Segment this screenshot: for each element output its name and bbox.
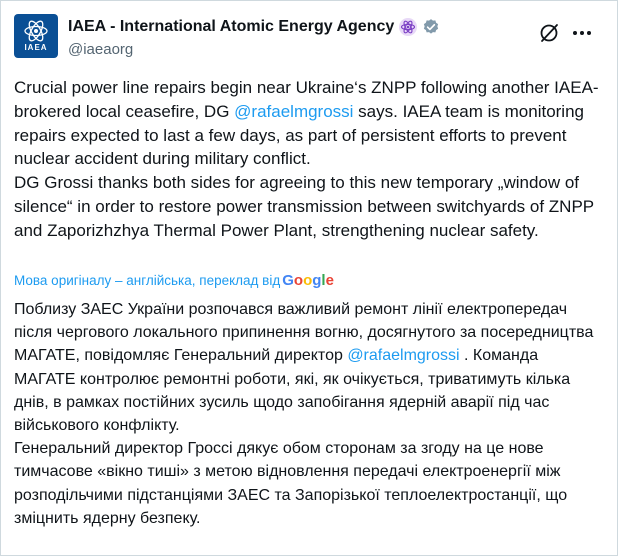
translated-text-segment: Поблизу ЗАЕС України розпочався важливий ремонт лінії електропередач після чергового локального припинення вогню, досягнутого за посередництва МАГАТЕ, повідомляє Генеральний директор [14, 301, 594, 365]
author-name-row [68, 18, 440, 36]
tweet-text-segment: says. IAEA team is monitoring repairs expected to last a few days, as part of persistent efforts to prevent nuclear accident during military conflict. [14, 101, 584, 169]
google-logo: Google [282, 272, 334, 289]
more-button[interactable] [570, 22, 594, 44]
translation-attribution[interactable] [14, 272, 334, 289]
tweet-paragraph [14, 76, 604, 171]
tweet-paragraph: DG Grossi thanks both sides for agreeing to this new temporary „window of silence“ in order to restore power transmission between switchyards of ZNPP and Zaporizhzhya Thermal Power Plant, strengthening nuclear safety. [14, 173, 594, 240]
tweet-text-segment: Crucial power line repairs begin near Ukraine‘s ZNPP following another IAEA-brokered local ceasefire, DG [14, 78, 599, 121]
author-display-name[interactable]: IAEA - International Atomic Energy Agency [68, 18, 395, 35]
author-handle[interactable]: @iaeaorg [68, 41, 134, 58]
avatar-label: IAEA [24, 43, 48, 52]
translation-label: Мова оригіналу – англійська, переклад від [14, 273, 281, 288]
avatar[interactable] [14, 14, 58, 58]
translated-paragraph [14, 298, 604, 437]
grok-button[interactable] [538, 22, 560, 44]
tweet-text [14, 76, 604, 243]
translated-text-segment: . Команда МАГАТЕ контролює ремонтні роботи, які, як очікується, триватимуть кілька днів, в рамках постійних зусиль щодо запобігання ядерній аварії під час військового конфлікту. [14, 347, 571, 435]
iaea-logo-icon [23, 20, 49, 42]
translated-paragraph: Генеральний директор Гроссі дякує обом сторонам за згоду на це нове тимчасове «вікно тиші» з метою відновлення передачі електроенергії між розподільчими підстанціями ЗАЕС та Запорізької теплоелектростанції, що зміцнить ядерну безпеку. [14, 440, 568, 527]
mention-link[interactable]: @rafaelmgrossi [347, 347, 460, 365]
grok-icon [538, 22, 560, 44]
more-icon [571, 22, 593, 44]
mention-link[interactable]: @rafaelmgrossi [234, 101, 354, 121]
verified-badge-icon [422, 18, 440, 36]
translated-text [14, 298, 604, 530]
atom-icon [399, 18, 417, 36]
